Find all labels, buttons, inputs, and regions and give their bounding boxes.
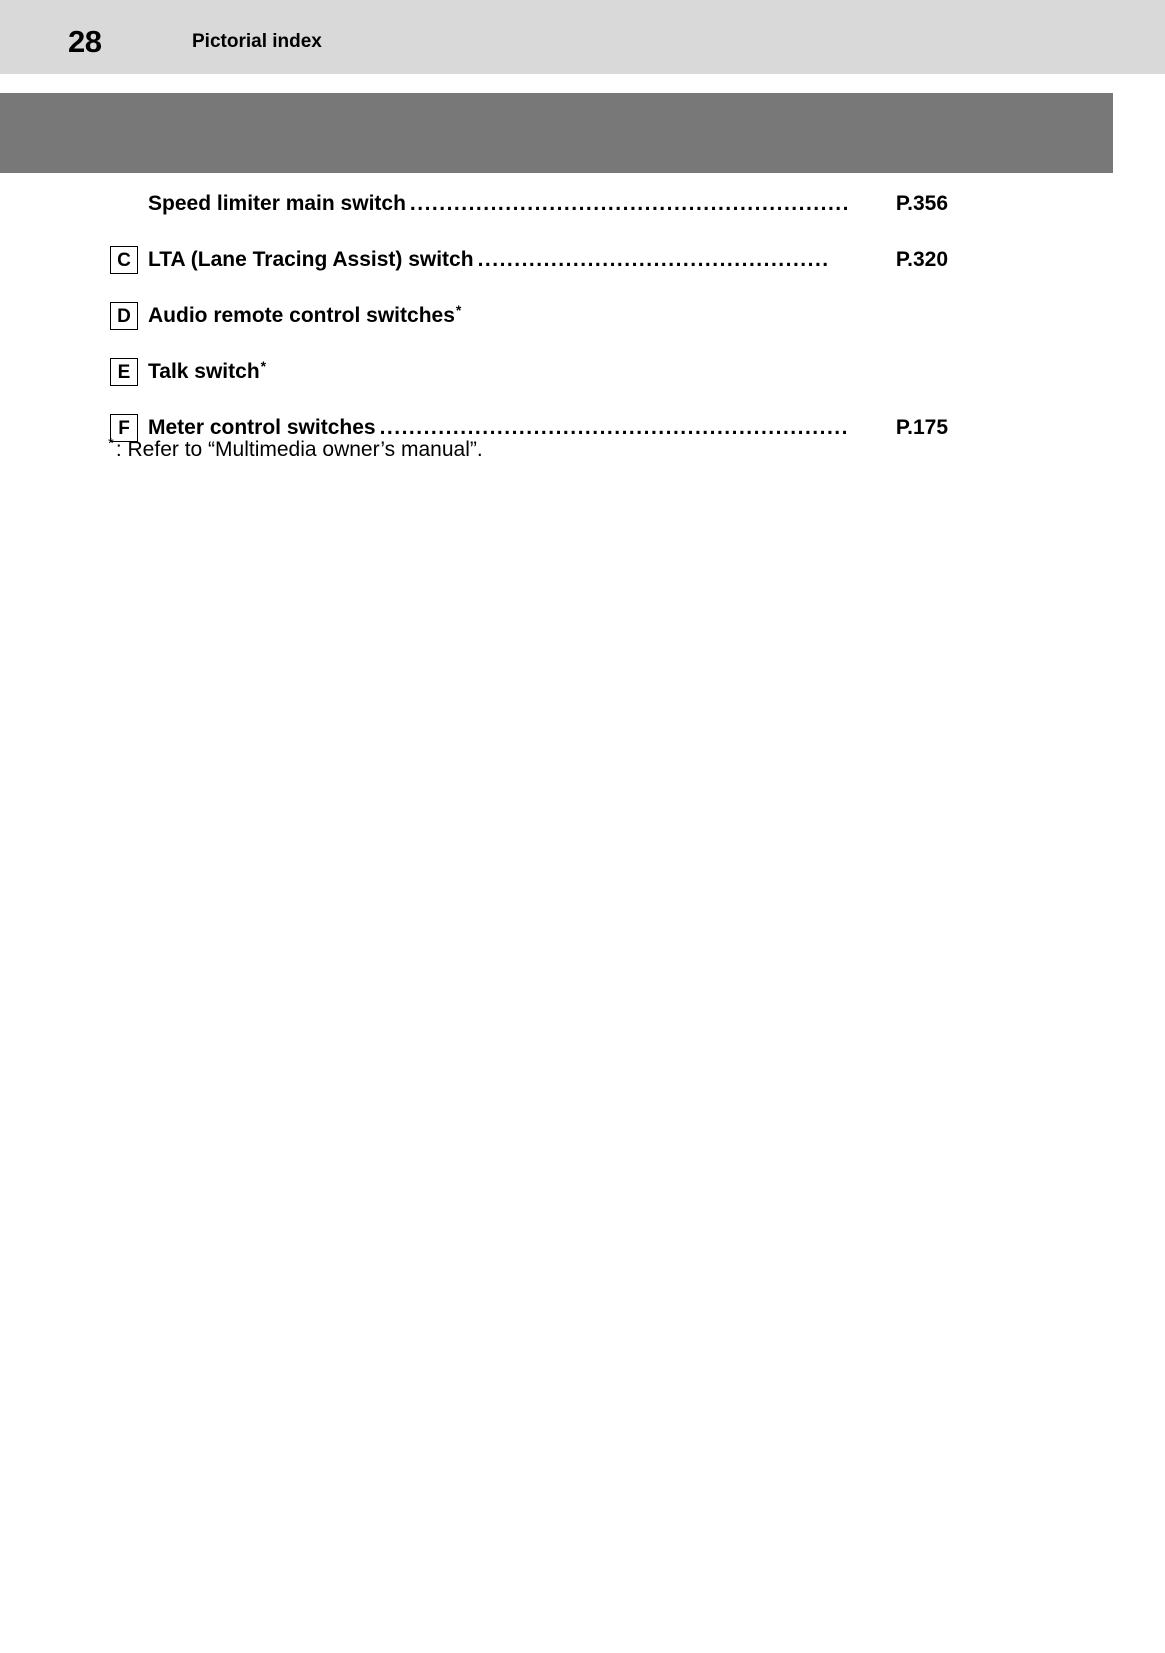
- entry-body: Audio remote control switches *: [148, 302, 462, 327]
- list-item: [0, 176, 1165, 232]
- entry-page-reference[interactable]: P.175: [895, 416, 948, 439]
- entry-tag: E: [110, 358, 138, 386]
- entry-label: Speed limiter main switch: [148, 192, 406, 215]
- page-header-band: [0, 0, 1165, 74]
- entry-body: [148, 416, 1165, 440]
- entry-tag-slot: [0, 246, 148, 274]
- list-item: [0, 288, 1165, 344]
- index-entry-list: [0, 176, 1165, 456]
- entry-page-reference[interactable]: P.320: [895, 248, 948, 271]
- entry-tag: C: [110, 246, 138, 274]
- entry-leader-dots: ................................................: [477, 248, 830, 271]
- entry-body: [148, 192, 1165, 216]
- entry-label: LTA (Lane Tracing Assist) switch: [148, 248, 474, 271]
- entry-label: Meter control switches: [148, 416, 376, 439]
- entry-label: Talk switch: [148, 360, 260, 383]
- list-item: [0, 344, 1165, 400]
- entry-tag: [110, 190, 138, 218]
- entry-tag: F: [110, 414, 138, 442]
- footnote-text: : Refer to “Multimedia owner’s manual”.: [115, 438, 483, 461]
- entry-body: [148, 248, 1165, 272]
- entry-tag: D: [110, 302, 138, 330]
- entry-body: Talk switch *: [148, 358, 267, 383]
- entry-tag-slot: [0, 358, 148, 386]
- list-item: [0, 232, 1165, 288]
- entry-leader-dots: ................................................................: [379, 416, 849, 439]
- footnote: [108, 435, 483, 462]
- entry-leader-dots: ............................................................: [409, 192, 850, 215]
- entry-label: Audio remote control switches: [148, 304, 455, 327]
- entry-tag-slot: [0, 302, 148, 330]
- entry-tag-slot: [0, 190, 148, 218]
- entry-page-reference[interactable]: P.356: [895, 192, 948, 215]
- chapter-title: Pictorial index: [192, 31, 322, 52]
- section-gray-block: [0, 93, 1113, 173]
- page-number: 28: [68, 24, 102, 59]
- footnote-marker: *: [108, 435, 114, 452]
